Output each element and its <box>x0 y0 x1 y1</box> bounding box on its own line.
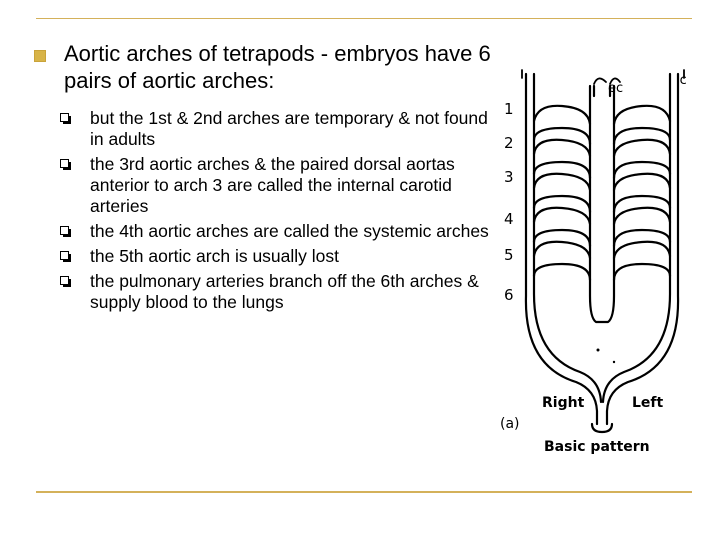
main-bullet-text: Aortic arches of tetrapods - embryos have 6 pairs of aortic arches: <box>64 41 491 93</box>
sub-bullet-text: the 4th aortic arches are called the systemic arches <box>90 221 489 241</box>
panel-label: (a) <box>500 416 520 432</box>
sub-bullet-text: but the 1st & 2nd arches are temporary & not found in adults <box>90 108 488 149</box>
hollow-square-bullet-icon <box>60 113 71 124</box>
sub-bullet-item <box>60 108 490 150</box>
sub-bullet-item <box>60 154 490 217</box>
hollow-square-bullet-icon <box>60 159 71 170</box>
sub-bullet-item <box>60 271 490 313</box>
label-right: Right <box>542 395 585 411</box>
arch-number-4: 4 <box>504 210 514 228</box>
arch-number-2: 2 <box>504 134 514 152</box>
diagram-labels <box>494 66 704 466</box>
sub-bullet-item <box>60 221 490 242</box>
hollow-square-bullet-icon <box>60 226 71 237</box>
arch-number-5: 5 <box>504 246 514 264</box>
arch-number-3: 3 <box>504 168 514 186</box>
aortic-arches-diagram <box>494 66 704 466</box>
arch-number-1: 1 <box>504 100 514 118</box>
label-ec: ec <box>608 81 624 96</box>
label-left: Left <box>632 395 664 411</box>
sub-bullet-item <box>60 246 490 267</box>
hollow-square-bullet-icon <box>60 276 71 287</box>
sub-bullet-text: the 5th aortic arch is usually lost <box>90 246 340 266</box>
bottom-rule <box>36 491 692 493</box>
sub-bullet-list <box>60 108 490 317</box>
sub-bullet-text: the pulmonary arteries branch off the 6th arches & supply blood to the lungs <box>90 271 479 312</box>
square-bullet-icon <box>34 50 46 62</box>
top-rule <box>36 18 692 19</box>
figure-caption: Basic pattern <box>544 439 650 455</box>
label-ic: ic <box>676 73 687 88</box>
hollow-square-bullet-icon <box>60 251 71 262</box>
sub-bullet-text: the 3rd aortic arches & the paired dorsal aortas anterior to arch 3 are called the internal carotid arteries <box>90 154 455 216</box>
arch-number-6: 6 <box>504 286 514 304</box>
